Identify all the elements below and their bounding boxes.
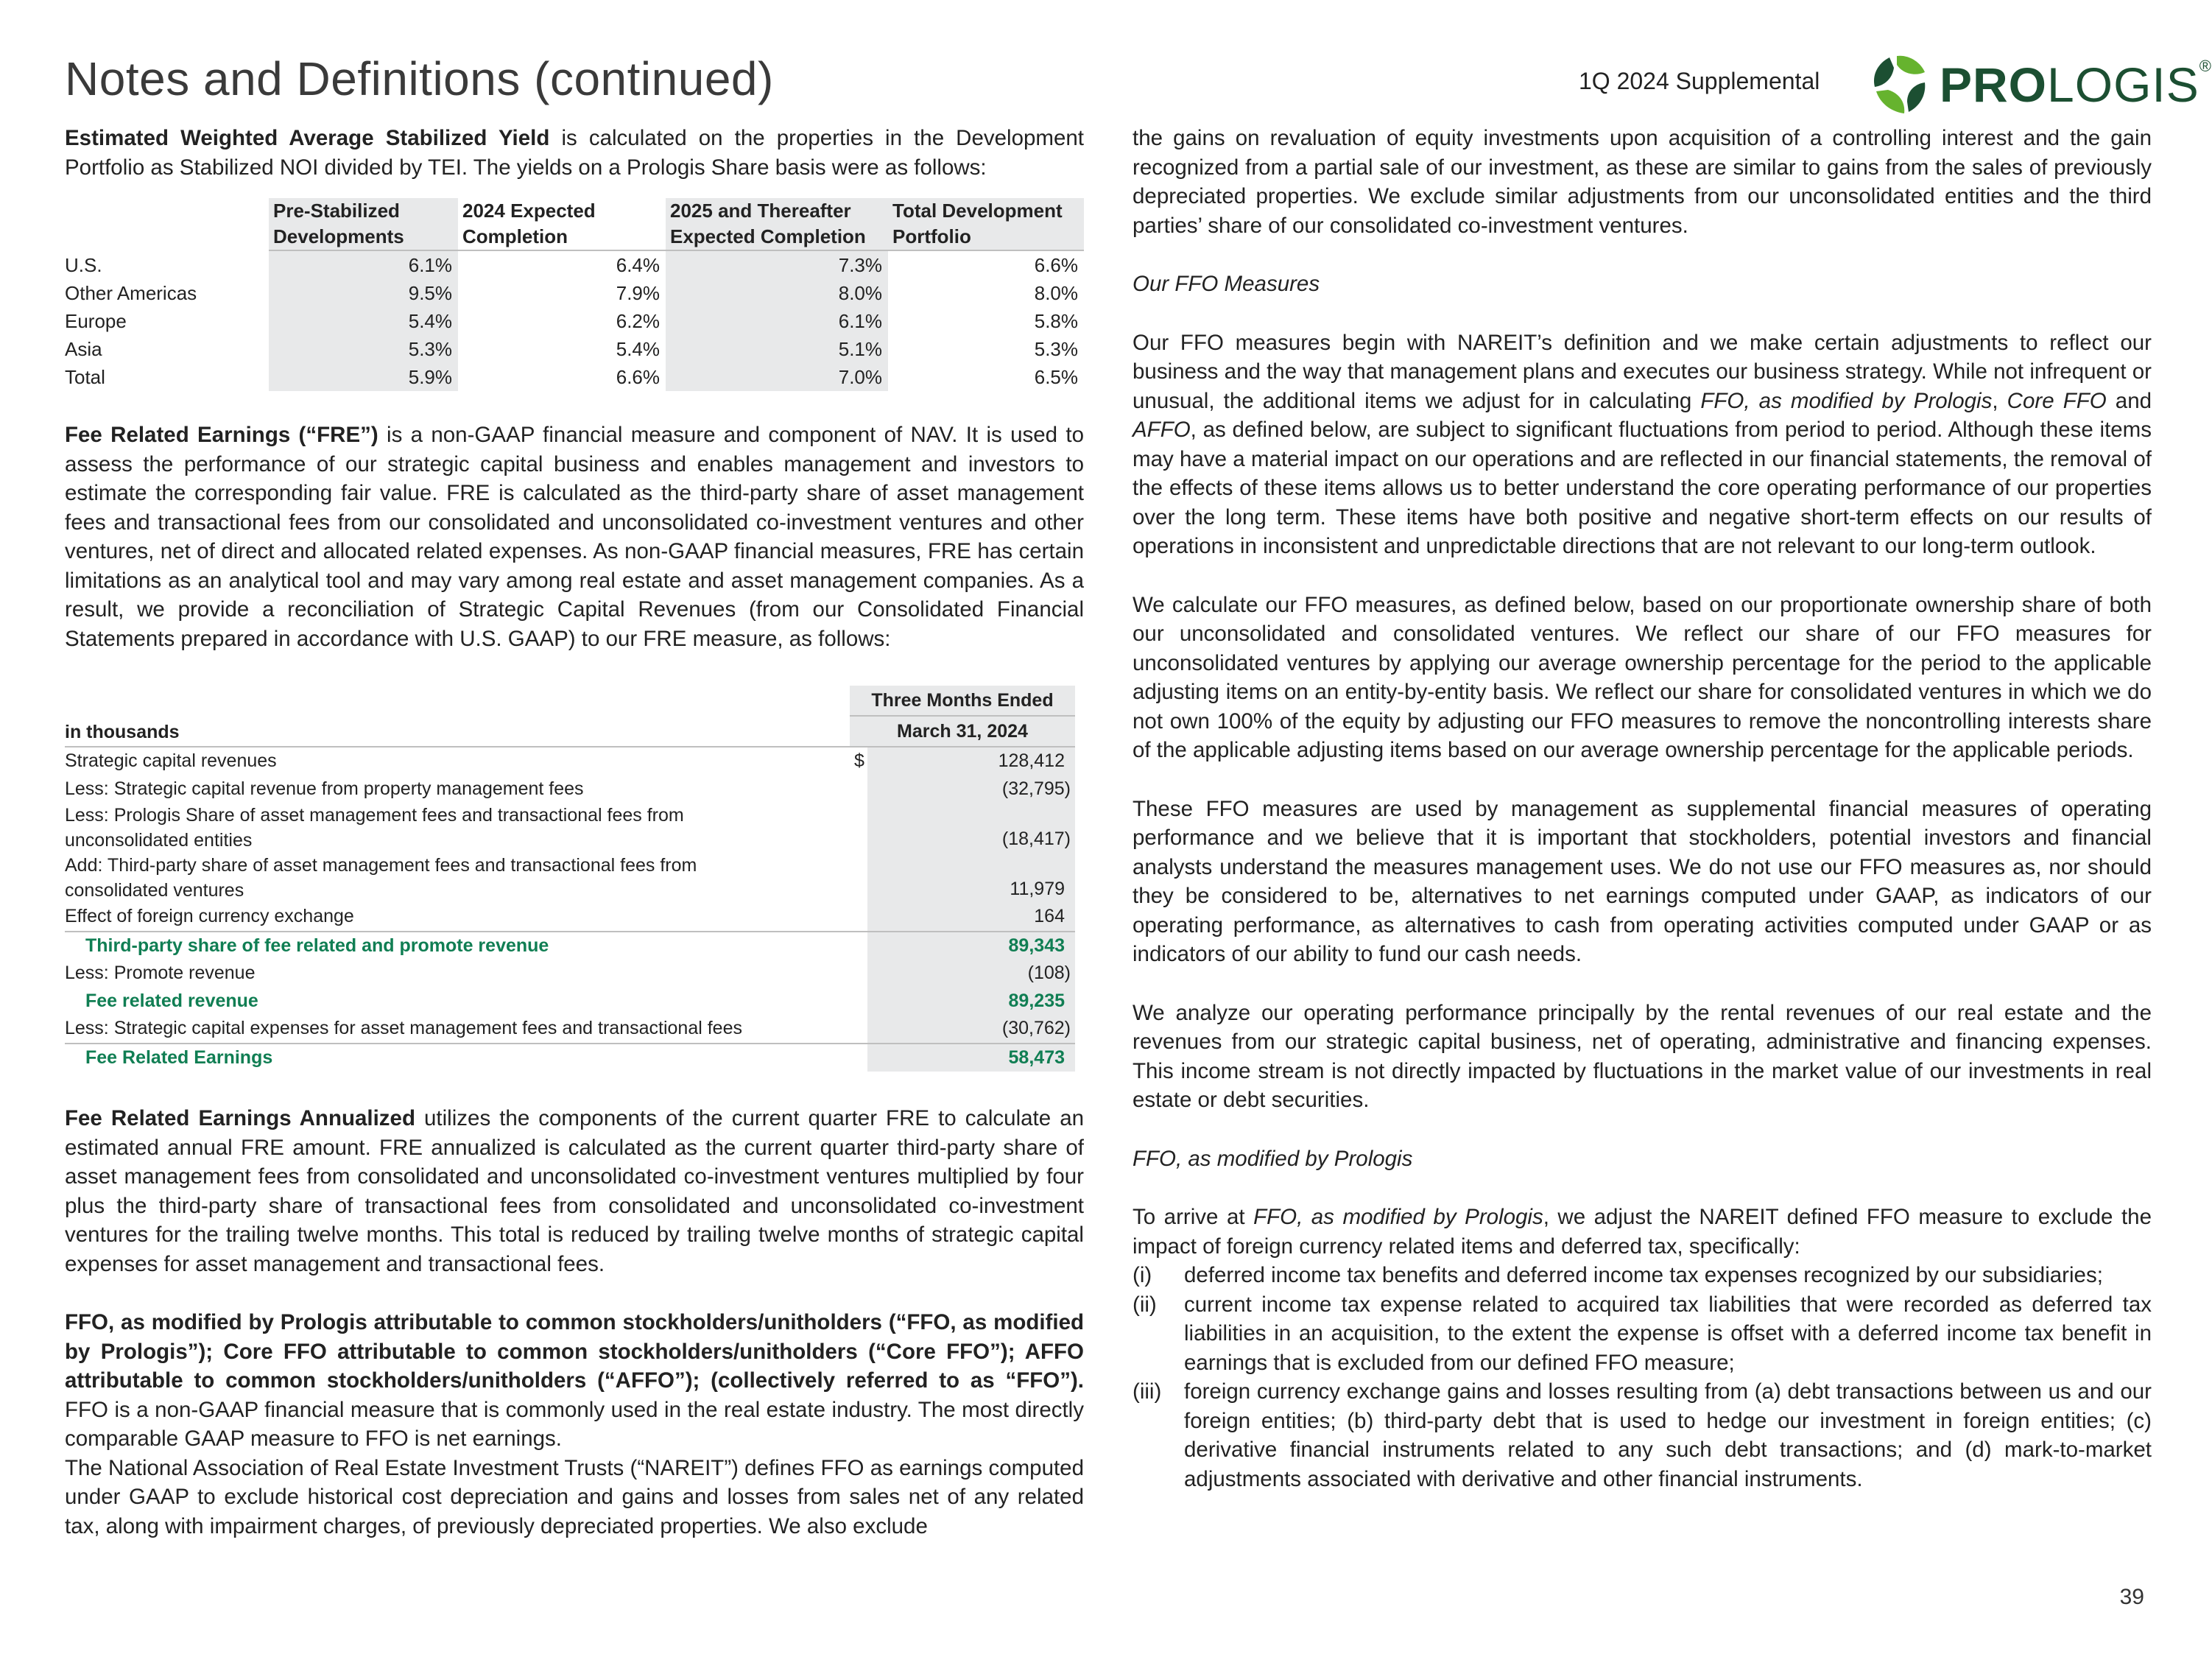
- page-title: Notes and Definitions (continued): [65, 52, 774, 105]
- fre-row: [65, 1015, 1075, 1044]
- yield-row-label: U.S.: [65, 253, 102, 276]
- yield-row-label: Europe: [65, 310, 127, 332]
- fre-row-value: (32,795): [867, 775, 1075, 803]
- yield-cell: 5.4%: [269, 307, 458, 335]
- yield-row-label: Total: [65, 366, 105, 388]
- yield-cell: 9.5%: [269, 279, 458, 307]
- yield-cell: 8.0%: [1034, 282, 1078, 304]
- yield-cell: 5.3%: [269, 335, 458, 363]
- ffo-modified-paragraph: To arrive at FFO, as modified by Prologis, we adjust the NAREIT defined FFO measure to exclude the impact of foreign currency related items and deferred tax, specifically:: [1133, 1205, 2152, 1259]
- yield-cell: 5.8%: [1034, 310, 1078, 332]
- yield-header-2024: 2024 Expected Completion: [458, 198, 666, 250]
- yield-header-pre-stabilized: Pre-Stabilized Developments: [269, 198, 458, 250]
- supplemental-label: 1Q 2024 Supplemental: [1579, 68, 1820, 94]
- prologis-logo: [1867, 52, 2212, 118]
- yield-row: [65, 335, 1084, 363]
- list-item: (ii) current income tax expense related to acquired tax liabilities that were recorded as deferred tax liabilities in an acquisition, to the extent the expense is offset with a deferred income tax benefit in earnings that is excluded from our defined FFO measure;: [1133, 1292, 2152, 1375]
- yield-cell: 8.0%: [666, 279, 888, 307]
- yield-table: [65, 198, 1084, 391]
- nareit-paragraph: The National Association of Real Estate Investment Trusts (“NAREIT”) defines FFO as earnings computed under GAAP to exclude historical cost depreciation and gains and losses from sales net of any related tax, along with impairment charges, of previously depreciated properties. We also exclude: [65, 1455, 1084, 1538]
- yield-cell: 5.1%: [666, 335, 888, 363]
- right-column: [1133, 124, 2152, 1494]
- yield-cell: 6.1%: [666, 307, 888, 335]
- fre-annualized-term: Fee Related Earnings Annualized: [65, 1106, 415, 1130]
- yield-cell: 6.6%: [1034, 254, 1078, 276]
- yield-row-total: [65, 363, 1084, 391]
- fre-row-value: (30,762): [867, 1015, 1075, 1044]
- yield-row: [65, 250, 1084, 279]
- yield-row-label: Other Americas: [65, 282, 197, 304]
- yield-row-label: Asia: [65, 338, 102, 360]
- stabilized-yield-term: Estimated Weighted Average Stabilized Yield: [65, 126, 550, 150]
- fre-paragraph: [65, 421, 1084, 653]
- left-column: [65, 124, 1084, 1541]
- yield-cell: 6.5%: [1034, 366, 1078, 388]
- fre-row-label: Effect of foreign currency exchange: [65, 906, 354, 926]
- ffo-usage-paragraph: These FFO measures are used by management as supplemental financial measures of operating performance and we believe that it is important that stockholders, potential investors and financial analysts understand the measures management uses. We do not use our FFO measures as, nor should they be considered to be, alternatives to net earnings computed under GAAP, as indicators of our operating performance, as alternatives to cash from operating activities computed under GAAP or as indicators of our ability to fund our cash needs.: [1133, 796, 2152, 966]
- list-item: (i) deferred income tax benefits and deferred income tax expenses recognized by our subsidiaries;: [1133, 1263, 2103, 1287]
- yield-header-blank: [65, 198, 269, 250]
- fre-row-label: Less: Strategic capital revenue from property management fees: [65, 778, 584, 799]
- fre-text: is a non-GAAP financial measure and component of NAV. It is used to assess the performance of our strategic capital business and enables management and investors to estimate the corresponding fair value. FRE is calculated as the third-party share of asset management fees and transactional fees from our consolidated and unconsolidated co-investment ventures and other ventures, net of direct and allocated related expenses. As non-GAAP financial measures, FRE has certain limitations as an analytical tool and may vary among real estate and asset management companies. As a result, we provide a reconciliation of Strategic Capital Revenues (from our Consolidated Financial Statements prepared in accordance with U.S. GAAP) to our FRE measure, as follows:: [65, 423, 1084, 651]
- yield-cell: 7.3%: [666, 250, 888, 279]
- yield-header-2025: 2025 and Thereafter Expected Completion: [666, 198, 888, 250]
- yield-row: [65, 279, 1084, 307]
- list-item: (iii) foreign currency exchange gains and losses resulting from (a) debt transactions between us and our foreign entities; (b) third-party debt that is used to hedge our investment in foreign entities; (c) derivative financial instruments related to any such debt transactions; and (d) mark-to-market adjustments associated with derivative and other financial instruments.: [1133, 1379, 2152, 1491]
- ffo-definition-term: FFO, as modified by Prologis attributable to common stockholders/unitholders (“FFO, as modified by Prologis”); Core FFO attributable to common stockholders/unitholders (“Core FFO”); AFFO attributable to common stockholders/unitholders (“AFFO”); (collectively referred to as “FFO”).: [65, 1310, 1084, 1393]
- page-number: 39: [2119, 1585, 2144, 1609]
- fre-annualized-paragraph: [65, 1104, 1084, 1278]
- fre-row-label: Fee related revenue: [85, 990, 258, 1011]
- yield-row: [65, 307, 1084, 335]
- ffo-definition-text: FFO is a non-GAAP financial measure that is commonly used in the real estate industry. The most directly comparable GAAP measure to FFO is net earnings.: [65, 1397, 1084, 1451]
- fre-row-label: Less: Promote revenue: [65, 963, 256, 983]
- fre-row-label: Fee Related Earnings: [65, 1044, 850, 1072]
- ffo-calculation-paragraph: We calculate our FFO measures, as defined below, based on our proportionate ownership share of both our unconsolidated and consolidated ventures. We reflect our share of our FFO measures for unconsolidated ventures by applying our average ownership percentage for the period to the applicable adjusting items on an entity-by-entity basis. We reflect our share for consolidated ventures in which we do not own 100% of the equity by adjusting our FFO measures to remove the noncontrolling interests share of the applicable adjusting items based on our average ownership percentage for the applicable periods.: [1133, 592, 2152, 762]
- fre-subtotal-row: [65, 932, 1075, 960]
- ffo-modified-heading: FFO, as modified by Prologis: [1133, 1146, 1413, 1171]
- yield-cell: 5.9%: [269, 363, 458, 391]
- fre-period-line1: Three Months Ended: [850, 686, 1075, 716]
- fre-subtotal-row: [65, 988, 1075, 1016]
- yield-cell: 6.6%: [616, 366, 660, 388]
- yield-cell: 7.0%: [666, 363, 888, 391]
- fre-row-value: 89,343: [867, 932, 1075, 960]
- dollar-sign: $: [850, 747, 867, 775]
- yield-cell: 7.9%: [616, 282, 660, 304]
- fre-total-row: [65, 1044, 1075, 1072]
- fre-row-value: (108): [867, 960, 1075, 988]
- fre-row-label: Add: Third-party share of asset management fees and transactional fees from consolidated ventures: [65, 855, 697, 901]
- fre-row-value: 89,235: [867, 988, 1075, 1016]
- fre-row: [65, 803, 1075, 853]
- logo-text-light: LOGIS: [2047, 57, 2199, 112]
- fre-row: [65, 775, 1075, 803]
- ffo-definition-paragraph: [65, 1308, 1084, 1454]
- yield-cell: 5.3%: [1034, 338, 1078, 360]
- fre-table: [65, 686, 1075, 1072]
- our-ffo-measures-heading: Our FFO Measures: [1133, 272, 1320, 296]
- operating-performance-paragraph: We analyze our operating performance principally by the rental revenues of our real estate and the revenues from our strategic capital business, net of operating, administrative and financing expenses. This income stream is not directly impacted by fluctuations in the market value of our investments in real estate or debt securities.: [1133, 1000, 2152, 1112]
- fre-row-label: Less: Strategic capital expenses for asset management fees and transactional fees: [65, 1018, 742, 1038]
- fre-annualized-text: utilizes the components of the current quarter FRE to calculate an estimated annual FRE amount. FRE annualized is calculated as the current quarter third-party share of asset management fees from consolidated and unconsolidated co-investment ventures multiplied by four plus the third-party share of transactional fees from consolidated and unconsolidated co-investment ventures for the trailing twelve months. This total is reduced by trailing twelve months of strategic capital expenses for asset management and transactional fees.: [65, 1106, 1085, 1276]
- fre-row: [65, 903, 1075, 932]
- prologis-leaf-icon: [1867, 53, 1931, 116]
- fre-row-value: 58,473: [867, 1044, 1075, 1072]
- ffo-adjustments-paragraph: Our FFO measures begin with NAREIT’s definition and we make certain adjustments to reflect our business and the way that management plans and executes our business strategy. While not infrequent or unusual, the additional items we adjust for in calculating FFO, as modified by Prologis, Core FFO and AFFO, as defined below, are subject to significant fluctuations from period to period. Although these items may have a material impact on our operations and are reflected in our financial statements, the removal of the effects of these items allows us to better understand the core operating performance of our properties over the long term. These items have both positive and negative short-term effects on our results of operations in inconsistent and unpredictable directions that are not relevant to our long-term outlook.: [1133, 330, 2152, 558]
- fre-units-label: in thousands: [65, 721, 180, 742]
- yield-cell: 6.4%: [616, 254, 660, 276]
- gains-paragraph: the gains on revaluation of equity investments upon acquisition of a controlling interest and the gain recognized from a partial sale of our investment, as these are similar to gains from the sales of previously depreciated properties. We exclude similar adjustments from our unconsolidated entities and the third parties’ share of our consolidated co-investment ventures.: [1133, 126, 2152, 238]
- fre-term: Fee Related Earnings (“FRE”): [65, 423, 378, 447]
- fre-row: [65, 747, 1075, 775]
- yield-cell: 6.2%: [616, 310, 660, 332]
- fre-row-value: (18,417): [867, 803, 1075, 853]
- fre-period-line2: March 31, 2024: [850, 716, 1075, 747]
- fre-row-value: 128,412: [867, 747, 1075, 775]
- logo-text-bold: PRO: [1940, 57, 2048, 112]
- fre-row: [65, 960, 1075, 988]
- fre-row: [65, 853, 1075, 903]
- stabilized-yield-text: is calculated on the properties in the Development Portfolio as Stabilized NOI divided by TEI. The yields on a Prologis Share basis were as follows:: [65, 126, 1085, 180]
- yield-cell: 5.4%: [616, 338, 660, 360]
- fre-row-label: Less: Prologis Share of asset management fees and transactional fees from unconsolidated entities: [65, 805, 684, 851]
- fre-row-label: Third-party share of fee related and promote revenue: [65, 932, 850, 960]
- logo-wordmark: [1940, 57, 2212, 113]
- stabilized-yield-paragraph: [65, 124, 1084, 182]
- fre-row-label: Strategic capital revenues: [65, 747, 850, 775]
- yield-header-total-portfolio: Total Development Portfolio: [888, 198, 1084, 250]
- fre-row-value: 164: [867, 903, 1075, 932]
- registered-mark: ®: [2199, 57, 2212, 75]
- fre-row-value: 11,979: [867, 853, 1075, 903]
- yield-cell: 6.1%: [269, 250, 458, 279]
